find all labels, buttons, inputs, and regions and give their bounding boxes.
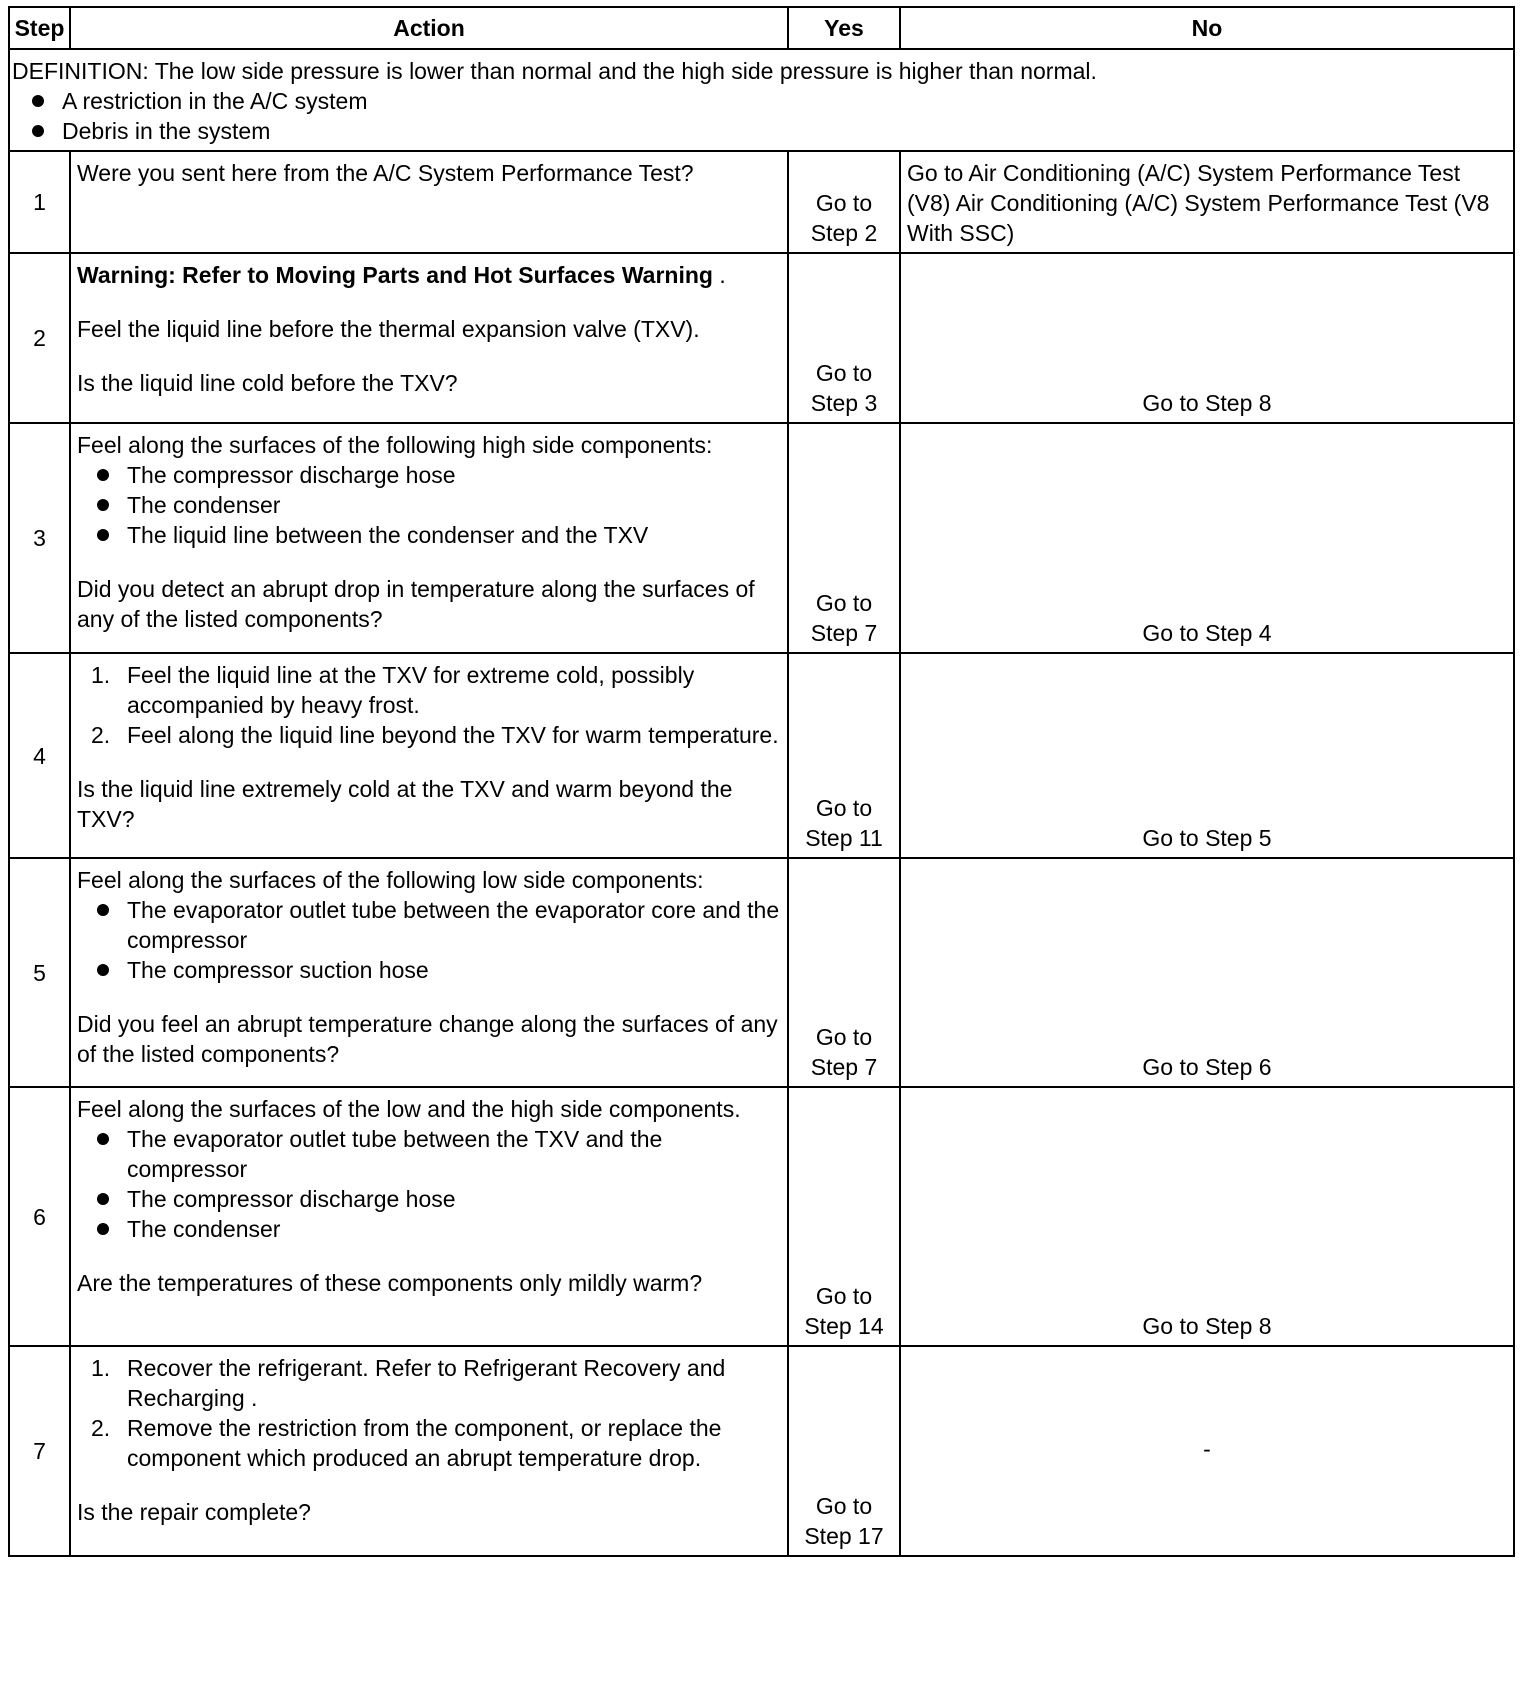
header-row [9, 7, 1514, 49]
warning-text [77, 260, 781, 290]
list-item: The compressor discharge hose [77, 1184, 781, 1214]
yes-line: Go to [815, 360, 873, 386]
intro-text: Feel along the surfaces of the following low side components: [77, 867, 704, 893]
action-cell [70, 1346, 788, 1556]
no-cell: Go to Step 4 [900, 423, 1514, 653]
action-cell [70, 151, 788, 253]
yes-line: Go to [815, 795, 873, 821]
procedure-list [77, 660, 781, 750]
step-number: 5 [9, 858, 70, 1087]
yes-line: Step 11 [805, 825, 883, 851]
list-item: The evaporator outlet tube between the evaporator core and the compressor [77, 895, 781, 955]
action-cell [70, 423, 788, 653]
item-number: 1. [91, 662, 111, 688]
yes-line: Step 3 [810, 390, 878, 416]
intro-text: Feel along the surfaces of the following high side components: [77, 432, 713, 458]
no-cell: Go to Step 5 [900, 653, 1514, 858]
list-item: The evaporator outlet tube between the TXV and the compressor [77, 1124, 781, 1184]
component-list [77, 1124, 781, 1244]
definition-bullets [12, 86, 1507, 146]
question-text: Did you feel an abrupt temperature change along the surfaces of any of the listed components? [77, 1011, 778, 1067]
step-number: 3 [9, 423, 70, 653]
list-item: Debris in the system [12, 116, 1507, 146]
action-cell [70, 858, 788, 1087]
table-row [9, 858, 1514, 1087]
item-text: Feel along the liquid line beyond the TXV for warm temperature. [127, 722, 779, 748]
list-item: A restriction in the A/C system [12, 86, 1507, 116]
yes-cell [788, 653, 900, 858]
item-number: 1. [91, 1355, 111, 1381]
header-no: No [900, 7, 1514, 49]
question-text: Is the repair complete? [77, 1499, 311, 1525]
no-cell: Go to Air Conditioning (A/C) System Performance Test (V8) Air Conditioning (A/C) System Performance Test (V8 With SSC) [900, 151, 1514, 253]
item-number: 2. [91, 722, 111, 748]
table-row [9, 1087, 1514, 1346]
list-item [77, 1413, 781, 1473]
question-text: Is the liquid line cold before the TXV? [77, 370, 458, 396]
item-text: Feel the liquid line at the TXV for extreme cold, possibly accompanied by heavy frost. [127, 662, 695, 718]
yes-line: Step 7 [810, 620, 878, 646]
list-item: The condenser [77, 1214, 781, 1244]
question-text: Did you detect an abrupt drop in temperature along the surfaces of any of the listed components? [77, 576, 755, 632]
no-cell: - [900, 1346, 1514, 1556]
no-cell: Go to Step 8 [900, 253, 1514, 423]
yes-line: Go to [815, 1283, 873, 1309]
question-text: Are the temperatures of these components only mildly warm? [77, 1270, 703, 1296]
list-item [77, 660, 781, 720]
yes-cell [788, 1087, 900, 1346]
list-item [77, 720, 781, 750]
yes-line: Go to [815, 1493, 873, 1519]
no-cell: Go to Step 8 [900, 1087, 1514, 1346]
list-item: The condenser [77, 490, 781, 520]
item-text: Recover the refrigerant. Refer to Refrigerant Recovery and Recharging . [127, 1355, 726, 1411]
action-cell [70, 1087, 788, 1346]
table-row [9, 423, 1514, 653]
warning-bold: Warning: Refer to Moving Parts and Hot Surfaces Warning [77, 262, 713, 288]
step-number: 1 [9, 151, 70, 253]
list-item: The compressor discharge hose [77, 460, 781, 490]
yes-line: Step 17 [804, 1523, 884, 1549]
header-action: Action [70, 7, 788, 49]
item-number: 2. [91, 1415, 111, 1441]
yes-line: Go to [815, 1024, 873, 1050]
step-number: 2 [9, 253, 70, 423]
yes-cell [788, 151, 900, 253]
no-cell: Go to Step 6 [900, 858, 1514, 1087]
definition-text: DEFINITION: The low side pressure is lower than normal and the high side pressure is higher than normal. [12, 58, 1097, 84]
table-row [9, 253, 1514, 423]
list-item [77, 1353, 781, 1413]
step-number: 4 [9, 653, 70, 858]
yes-line: Step 7 [810, 1054, 878, 1080]
action-cell [70, 653, 788, 858]
question-text: Were you sent here from the A/C System Performance Test? [77, 160, 694, 186]
item-text: Remove the restriction from the component, or replace the component which produced an abrupt temperature drop. [127, 1415, 722, 1471]
instruction-text: Feel the liquid line before the thermal expansion valve (TXV). [77, 316, 700, 342]
header-yes: Yes [788, 7, 900, 49]
header-step: Step [9, 7, 70, 49]
yes-cell [788, 253, 900, 423]
yes-cell [788, 858, 900, 1087]
yes-cell [788, 1346, 900, 1556]
table-row [9, 151, 1514, 253]
diagnostic-table [8, 6, 1515, 1557]
procedure-list [77, 1353, 781, 1473]
list-item: The liquid line between the condenser and the TXV [77, 520, 781, 550]
table-row [9, 653, 1514, 858]
component-list [77, 895, 781, 985]
yes-line: Step 2 [810, 220, 878, 246]
action-cell [70, 253, 788, 423]
yes-line: Step 14 [804, 1313, 884, 1339]
definition-row [9, 49, 1514, 151]
yes-line: Go to [815, 590, 873, 616]
definition-cell [9, 49, 1514, 151]
step-number: 6 [9, 1087, 70, 1346]
component-list [77, 460, 781, 550]
yes-cell [788, 423, 900, 653]
table-row [9, 1346, 1514, 1556]
yes-line: Go to [815, 190, 873, 216]
step-number: 7 [9, 1346, 70, 1556]
warning-suffix: . [712, 262, 726, 288]
list-item: The compressor suction hose [77, 955, 781, 985]
question-text: Is the liquid line extremely cold at the TXV and warm beyond the TXV? [77, 776, 733, 832]
intro-text: Feel along the surfaces of the low and the high side components. [77, 1096, 741, 1122]
